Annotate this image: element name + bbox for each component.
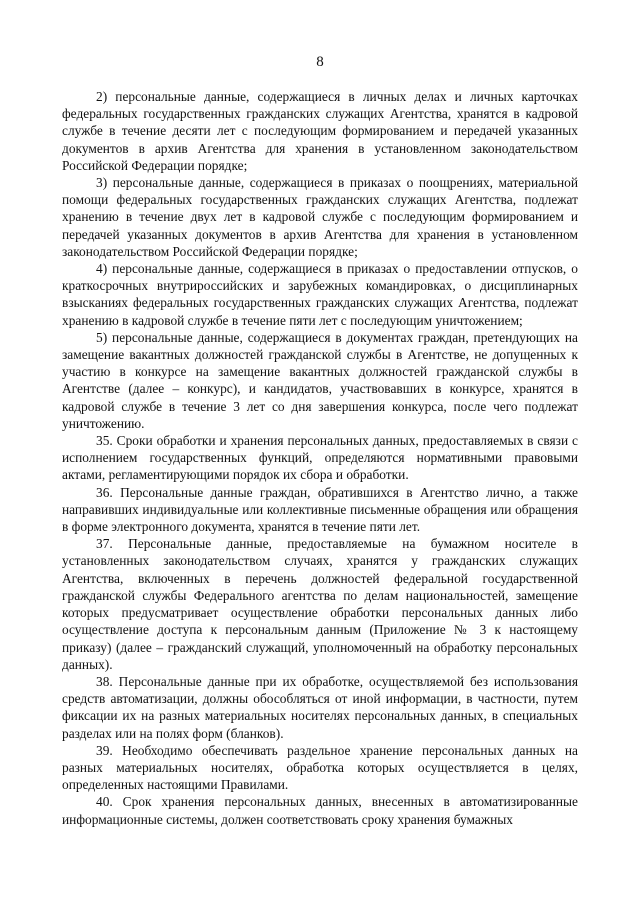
paragraph-38: 38. Персональные данные при их обработке, осуществляемой без использования средств автоматизации, должны обособляться от иной информации, в частности, путем фиксации их на разных материальных носителях персональных данных, в специальных разделах или на полях форм (бланков). bbox=[62, 673, 578, 741]
paragraph-37: 37. Персональные данные, предоставляемые на бумажном носителе в установленных законодательством случаях, хранятся у гражданских служащих Агентства, включенных в перечень должностей федеральной государственной гражданской службы Федерального агентства по делам национальностей, замещение которых предусматривает осуществление обработки персональных данных либо осуществление доступа к персональным данным (Приложение № 3 к настоящему приказу) (далее – гражданский служащий, уполномоченный на обработку персональных данных). bbox=[62, 536, 578, 672]
page-number: 8 bbox=[316, 54, 324, 70]
paragraph-item-2: 2) персональные данные, содержащиеся в личных делах и личных карточках федеральных государственных гражданских служащих Агентства, хранятся в кадровой службе в течение десяти лет с последующим формированием и передачей указанных документов в архив Агентства для хранения в установленном законодательством Российской Федерации порядке; bbox=[62, 89, 578, 173]
paragraph-39: 39. Необходимо обеспечивать раздельное хранение персональных данных на разных материальных носителях, обработка которых осуществляется в целях, определенных настоящими Правилами. bbox=[62, 742, 578, 793]
paragraph-item-5: 5) персональные данные, содержащиеся в документах граждан, претендующих на замещение вакантных должностей гражданской службы в Агентстве, не допущенных к участию в конкурсе на замещение вакантных должностей гражданской службы в Агентстве (далее – конкурс), и кандидатов, участвовавших в конкурсе, хранятся в кадровой службе в течение 3 лет со дня завершения конкурса, после чего подлежат уничтожению. bbox=[62, 329, 578, 431]
document-body bbox=[62, 88, 578, 828]
paragraph-item-4: 4) персональные данные, содержащиеся в приказах о предоставлении отпусков, о краткосрочных внутрироссийских и зарубежных командировках, о дисциплинарных взысканиях федеральных государственных гражданских служащих Агентства, подлежат хранению в кадровой службе в течение пяти лет с последующим уничтожением; bbox=[62, 261, 578, 328]
paragraph-40: 40. Срок хранения персональных данных, внесенных в автоматизированные информационные системы, должен соответствовать сроку хранения бумажных bbox=[62, 794, 578, 827]
paragraph-item-3: 3) персональные данные, содержащиеся в приказах о поощрениях, материальной помощи федеральных государственных гражданских служащих Агентства, подлежат хранению в течение двух лет в кадровой службе с последующим формированием и передачей указанных документов в архив Агентства для хранения в установленном законодательством Российской Федерации порядке; bbox=[62, 175, 578, 259]
paragraph-35: 35. Сроки обработки и хранения персональных данных, предоставляемых в связи с исполнением государственных функций, определяются нормативными правовыми актами, регламентирующими порядок их сбора и обработки. bbox=[62, 433, 578, 483]
paragraph-36: 36. Персональные данные граждан, обратившихся в Агентство лично, а также направивших индивидуальные или коллективные письменные обращения или обращения в форме электронного документа, хранятся в течение пяти лет. bbox=[62, 484, 578, 535]
